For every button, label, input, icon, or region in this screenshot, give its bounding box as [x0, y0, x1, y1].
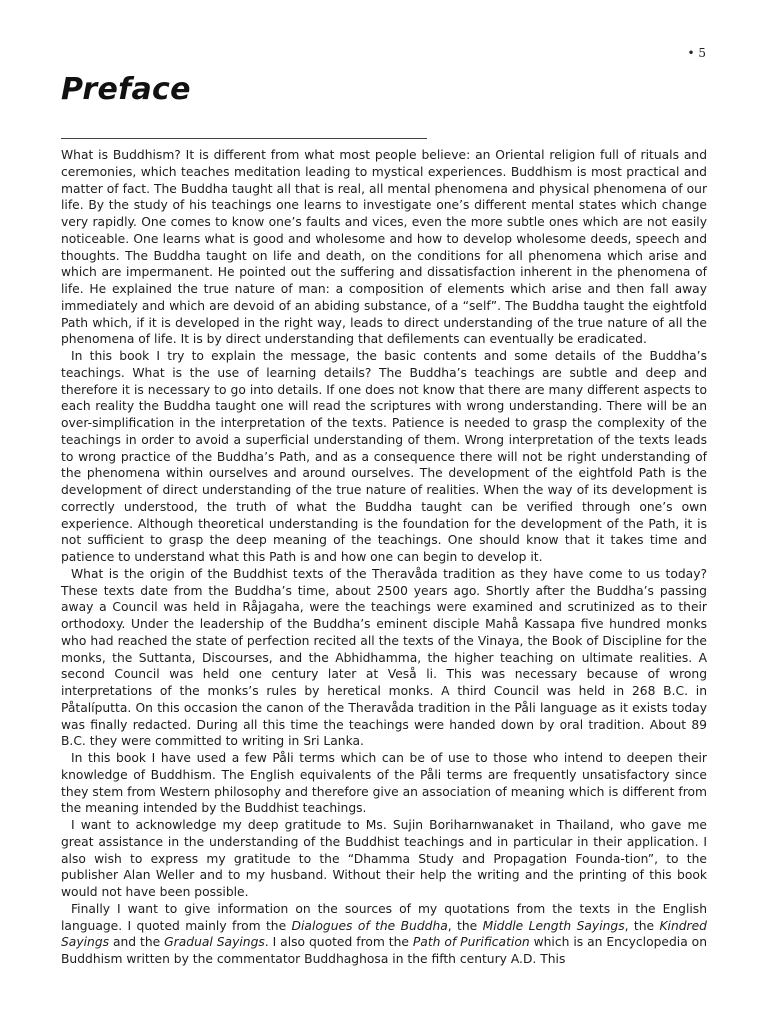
text-segment: which is an Encyclopedia on Buddhism written by the commentator Buddhaghosa in the fifth century A.D. This [61, 935, 707, 966]
text-segment: and the [109, 935, 165, 950]
paragraph-origin: What is the origin of the Buddhist texts of the Theravåda tradition as they have come to us today? These texts date from the Buddha’s time, about 2500 years ago. Shortly after the Buddha’s passing away a Council was held in Råjagaha, were the teachings were examined and scrutinized as to their orthodoxy. Under the leadership of the Buddha’s eminent disciple Mahå Kassapa five hundred monks who had reached the state of perfection recited all the texts of the Vinaya, the Book of Discipline for the monks, the Suttanta, Discourses, and the Abhidhamma, the higher teaching on ultimate realities. A second Council was held one century later at Veså li. This was necessary because of wrong interpretations of the monks’s rules by heretical monks. A third Council was held in 268 B.C. in Påtalíputta. On this occasion the canon of the Theravåda tradition in the Påli language as it exists today was finally redacted. During all this time the teachings were handed down by oral tradition. About 89 B.C. they were committed to writing in Sri Lanka. [61, 566, 707, 749]
text-segment: Finally I want to give information on the sources of my quotations from the texts in the English language. I quoted mainly from the [61, 901, 707, 933]
page-number: • 5 [687, 46, 706, 60]
text-segment: , the [624, 918, 660, 933]
paragraph-acknowledgements: I want to acknowledge my deep gratitude to Ms. Sujin Boriharnwanaket in Thailand, who gave me great assistance in the understanding of the Buddhist teachings and in particular in their application. I also wish to express my gratitude to the “Dhamma Study and Propagation Founda-tion”, to the publisher Alan Weller and to my husband. Without their help the writing and the printing of this book would not have been possible. [61, 818, 707, 899]
book-title-middle-length: Middle Length Sayings [482, 918, 625, 933]
paragraph-intro: What is Buddhism? It is different from what most people believe: an Oriental religion full of rituals and ceremonies, which teaches meditation leading to mystical experiences. Buddhism is most practical and matter of fact. The Buddha taught all that is real, all mental phenomena and physical phenomena of our life. By the study of his teachings one learns to investigate one’s different mental states which change very rapidly. One comes to know one’s faults and vices, even the more subtle ones which are not easily noticeable. One learns what is good and wholesome and how to develop wholesome deeds, speech and thoughts. The Buddha taught on life and death, on the conditions for all phenomena which arise and which are impermanent. He pointed out the suffering and dissatisfaction inherent in the phenomena of life. He explained the true nature of man: a composition of elements which arise and then fall away immediately and which are devoid of an abiding substance, of a “self”. The Buddha taught the eightfold Path which, if it is developed in the right way, leads to direct understanding of the true nature of all the phenomena of life. It is by direct understanding that defilements can eventually be eradicated. [61, 148, 707, 347]
paragraph-pali-terms: In this book I have used a few Påli terms which can be of use to those who intend to deepen their knowledge of Buddhism. The English equivalents of the Påli terms are frequently unsatisfactory since they stem from Western philosophy and therefore give an association of meaning which is different from the meaning intended by the Buddhist teachings. [61, 751, 707, 816]
paragraph-purpose: In this book I try to explain the message, the basic contents and some details of the Buddha’s teachings. What is the use of learning details? The Buddha’s teachings are subtle and deep and therefore it is necessary to go into details. If one does not know that there are many different aspects to each reality the Buddha taught one will read the scriptures with wrong understanding. There will be an over-simplification in the interpretation of the texts. Patience is needed to grasp the complexity of the teachings in order to avoid a superficial understanding of them. Wrong interpretation of the texts leads to wrong practice of the Buddha’s Path, and as a consequence there will not be right understanding of the phenomena within ourselves and around ourselves. The development of the eightfold Path is the development of direct understanding of the true nature of realities. When the way of its development is correctly understood, the truth of what the Buddha taught can be verified through one’s own experience. Although theoretical understanding is the foundation for the development of the Path, it is not sufficient to grasp the deep meaning of the teachings. One should know that it takes time and patience to understand what this Path is and how one can begin to develop it. [61, 349, 707, 564]
paragraph-sources [61, 901, 707, 968]
body-text [61, 147, 707, 968]
book-title-gradual: Gradual Sayings [164, 935, 265, 950]
title-rule-divider [61, 138, 427, 139]
text-segment: . I also quoted from the [264, 935, 413, 950]
page-title: Preface [61, 72, 191, 107]
book-title-path-of-purification: Path of Purification [412, 935, 530, 950]
book-title-kindred: Kindred Sayings [61, 918, 707, 950]
book-title-dialogues: Dialogues of the Buddha [291, 918, 448, 933]
text-segment: , the [447, 918, 483, 933]
